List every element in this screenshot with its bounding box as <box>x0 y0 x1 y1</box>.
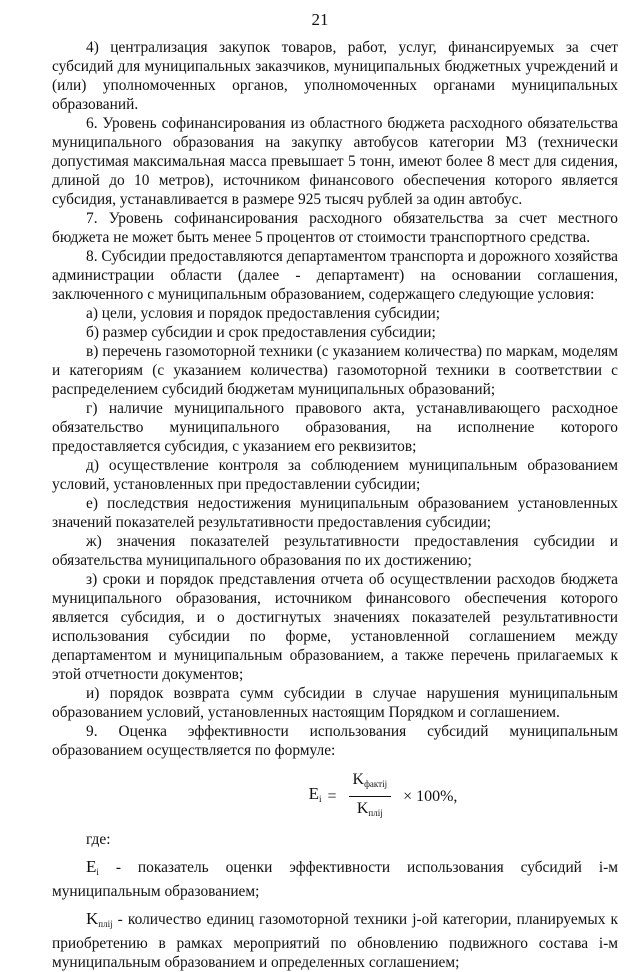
paragraph-8: 8. Субсидии предоставляются департаментом транспорта и дорожного хозяйства администрации области (далее - департамент) на основании соглашения, заключенного с муниципальным образованием, содержащего следующие условия: <box>52 248 618 303</box>
paragraph-9: 9. Оценка эффективности использования субсидий муниципальным образованием осуществляется по формуле: <box>52 723 618 759</box>
formula-fraction <box>349 770 392 823</box>
formula-denominator: $K_{плij}$ <box>356 799 383 818</box>
formula-tail: × 100%, <box>403 787 458 805</box>
paragraph-7: 7. Уровень софинансирования расходного обязательства за счет местного бюджета не может быть менее 5 процентов от стоимости транспортного средства. <box>52 210 618 246</box>
condition-i: и) порядок возврата сумм субсидии в случае нарушения муниципальным образованием условий, установленных настоящим Порядком и соглашением. <box>52 685 618 721</box>
condition-b: б) размер субсидии и срок предоставления субсидии; <box>86 324 436 341</box>
page-number: 21 <box>311 10 329 29</box>
condition-g: г) наличие муниципального правового акта, устанавливающего расходное обязательство муниципального образования, на исполнение которого предоставляется субсидия, с указанием его реквизитов; <box>52 400 618 455</box>
condition-z: з) сроки и порядок представления отчета об осуществлении расходов бюджета муниципального образования, источником финансового обеспечения которого является субсидия, и о достигнутых значениях показателей результативности использования субсидии по форме, установленной соглашением между департаментом и муниципальным образованием, а также перечень прилагаемых к этой отчетности документов; <box>52 571 618 683</box>
document-body <box>52 38 618 972</box>
condition-d: д) осуществление контроля за соблюдением муниципальным образованием условий, установленных при предоставлении субсидии; <box>52 457 618 493</box>
where-label: где: <box>86 831 111 848</box>
condition-e: е) последствия недостижения муниципальным образованием установленных значений показателей результативности предоставления субсидии; <box>52 495 618 531</box>
definition-kplij: $K_{плij}$ - количество единиц газомоторной техники j-ой категории, планируемых к приобретению в рамках мероприятий по обновлению подвижного состава i-м муниципальным образованием и определенных соглашением; <box>52 909 618 971</box>
paragraph-6: 6. Уровень софинансирования из областного бюджета расходного обязательства муниципального образования на закупку автобусов категории М3 (технически допустимая максимальная масса превышает 5 тонн, имеют более 8 мест для сидения, длиной до 10 метров), источником финансового обеспечения которого является субсидия, устанавливается в размере 925 тысяч рублей за один автобус. <box>52 115 618 208</box>
paragraph-4: 4) централизация закупок товаров, работ, услуг, финансируемых за счет субсидий для муниципальных заказчиков, муниципальных бюджетных учреждений и (или) уполномоченных органов, уполномоченных органами муниципальных образований. <box>52 39 618 113</box>
formula-lhs: $E_i$ <box>308 783 322 804</box>
condition-zh: ж) значения показателей результативности предоставления субсидии и обязательства муниципального образования по их достижению; <box>52 533 618 569</box>
condition-a: а) цели, условия и порядок предоставления субсидии; <box>86 305 441 322</box>
formula-equals: = <box>327 787 337 805</box>
condition-v: в) перечень газомоторной техники (с указанием количества) по маркам, моделям и категориям (с указанием количества) газомоторной техники в соответствии с распределением субсидий бюджетам муниципальных образований; <box>52 343 618 398</box>
efficiency-formula <box>148 768 618 824</box>
formula-numerator: $K_{фактij}$ <box>349 770 392 797</box>
definition-ei: $E_i$ - показатель оценки эффективности использования субсидий i-м муниципальным образованием; <box>52 857 618 900</box>
